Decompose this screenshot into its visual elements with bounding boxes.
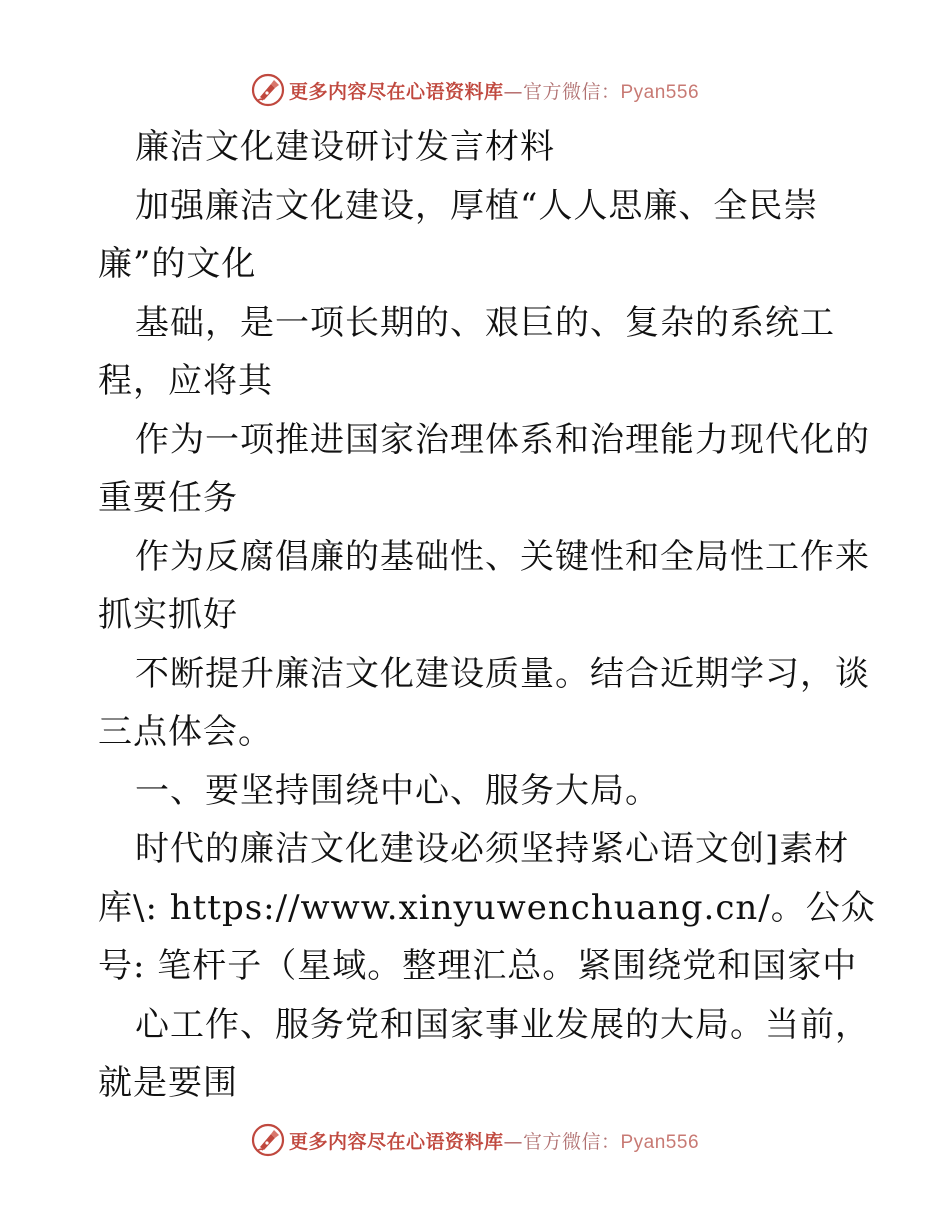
paragraph-line: 基础，是一项长期的、艰巨的、复杂的系统工: [135, 302, 835, 343]
paragraph-line: 心工作、服务党和国家事业发展的大局。当前，: [135, 1004, 870, 1045]
banner-separator: —: [503, 1130, 523, 1153]
footer-banner: [0, 1120, 950, 1160]
pen-nib-logo-icon: [251, 1123, 285, 1157]
banner-text: [289, 77, 699, 104]
header-banner: [0, 70, 950, 110]
paragraph-line: 作为一项推进国家治理体系和治理能力现代化的: [135, 419, 870, 460]
paragraph-line: 加强廉洁文化建设，厚植“人人思廉、全民崇: [135, 185, 819, 226]
paragraph-line: 就是要围: [98, 1063, 238, 1103]
banner-wechat-label: 官方微信：: [522, 80, 621, 103]
paragraph-line: 号: 笔杆子（星域。整理汇总。紧围绕党和国家中: [98, 946, 858, 986]
banner-wechat-id: Pyan556: [620, 1131, 700, 1153]
section-heading: 一、要坚持围绕中心、服务大局。: [135, 770, 660, 811]
paragraph-line: 程，应将其: [98, 361, 273, 401]
banner-text: [289, 1127, 699, 1154]
paragraph-line: 三点体会。: [98, 712, 273, 752]
banner-site-text: 更多内容尽在心语资料库: [288, 80, 504, 103]
paragraph-line: 库\: https://www.xinyuwenchuang.cn/。公众: [98, 887, 876, 928]
document-title: 廉洁文化建设研讨发言材料: [135, 127, 555, 167]
banner-wechat-id: Pyan556: [620, 81, 700, 103]
banner-separator: —: [503, 80, 523, 103]
paragraph-line: 不断提升廉洁文化建设质量。结合近期学习，谈: [135, 653, 870, 694]
banner-wechat-label: 官方微信：: [522, 1130, 621, 1153]
paragraph-line: 重要任务: [98, 478, 238, 518]
paragraph-line: 作为反腐倡廉的基础性、关键性和全局性工作来: [135, 536, 870, 577]
paragraph-line: 廉”的文化: [98, 244, 257, 284]
paragraph-line: 时代的廉洁文化建设必须坚持紧心语文创]素材: [135, 829, 850, 869]
paragraph-line: 抓实抓好: [98, 595, 238, 635]
document-body: [98, 118, 876, 1113]
pen-nib-logo-icon: [251, 73, 285, 107]
banner-site-text: 更多内容尽在心语资料库: [288, 1130, 504, 1153]
